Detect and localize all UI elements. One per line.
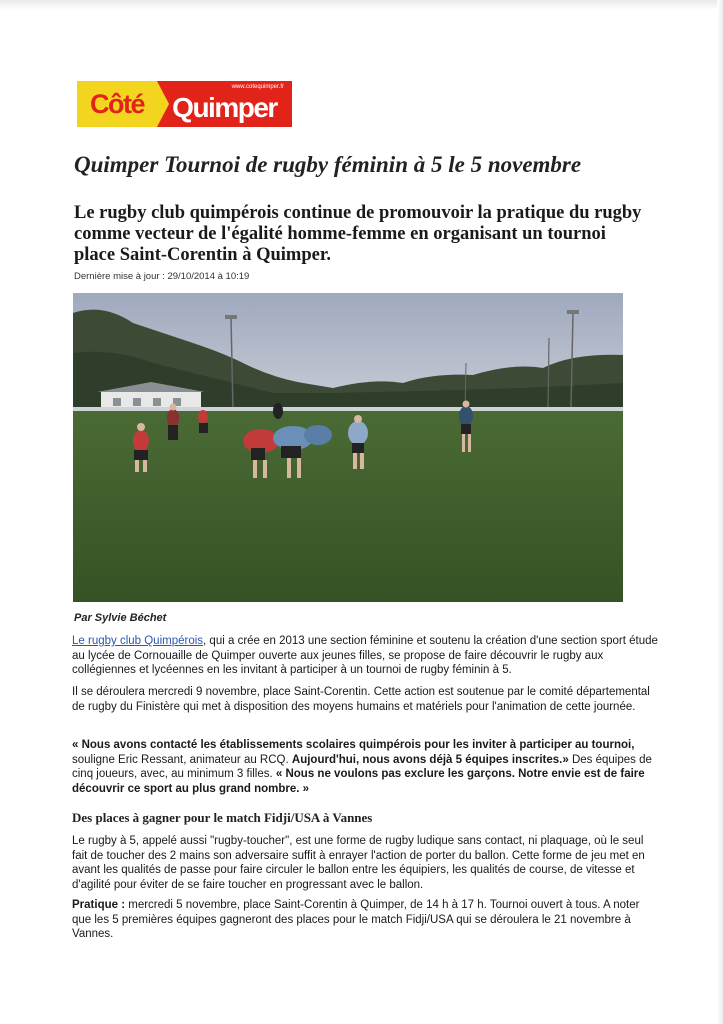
paragraph-quote [72,738,658,796]
article-lead: Le rugby club quimpérois continue de promouvoir la pratique du rugby comme vecteur de l'égalité homme-femme en organisant un tournoi place Saint-Corentin à Quimper. [74,203,642,265]
practical-label: Pratique : [72,899,126,911]
last-updated: Dernière mise à jour : 29/10/2014 à 10:19 [74,271,250,282]
paragraph-intro-text: , qui a crée en 2013 une section féminine et soutenu la création d'une section sport étude au lycée de Cornouaille de Quimper ouverte aux jeunes filles, se propose de faire découvrir le rugby aux collégiennes et lycéennes en les invitant à participer à un tournoi de rugby féminin à 5. [72,635,658,676]
quote-part-3: « Nous ne voulons pas exclure les garçons. Notre envie est de faire découvrir ce sport au plus grand nombre. » [72,768,645,795]
quote-part-1: « Nous avons contacté les établissements scolaires quimpérois pour les inviter à participer au tournoi, [72,739,635,751]
quote-teams: Des équipes de cinq joueurs, avec, au minimum 3 filles. [72,753,652,780]
quote-part-2: Aujourd'hui, nous avons déjà 5 équipes inscrites.» [291,753,569,766]
practical-text: mercredi 5 novembre, place Saint-Corentin à Quimper, de 14 h à 17 h. Tournoi ouvert à tous. A noter que les 5 premières équipes gagneront des places pour le match Fidji/USA qui se déroulera le 21 novembre à Vannes. [72,899,640,940]
paragraph-event: Il se déroulera mercredi 9 novembre, place Saint-Corentin. Cette action est soutenue par le comité départemental de rugby du Finistère qui met à disposition des moyens humains et matériels pour l'animation de cette journée. [72,686,650,713]
byline: Par Sylvie Béchet [74,612,167,624]
logo-quimper: Quimper [172,92,277,123]
logo-arrow [157,81,169,127]
rugby-match-photo [73,293,623,602]
section-subheading: Des places à gagner pour le match Fidji/USA à Vannes [72,810,373,825]
scan-edge [0,0,723,10]
paragraph-practical [72,898,658,942]
paragraph-intro [72,634,658,678]
logo-quimper-block [157,81,292,127]
scan-edge-right [717,0,723,1024]
logo-cote: Côté [77,81,157,127]
logo-url: www.cotequimper.fr [231,84,284,90]
rugby-club-link[interactable]: Le rugby club Quimpérois [72,635,204,647]
cote-quimper-logo [77,81,292,127]
paragraph-rugby-toucher: Le rugby à 5, appelé aussi "rugby-toucher", est une forme de rugby ludique sans contact, ni plaquage, où le seul fait de toucher des 2 mains son adversaire suffit à enrayer l'action de porter du ballon. Cette forme de jeu met en avant les qualités de passe pour faire circuler le ballon entre les équipiers, les qualités de course, de vitesse et d'agilité pour éviter de se faire toucher en progressant avec le ballon. [72,835,645,891]
quote-attribution: souligne Eric Ressant, animateur au RCQ. [72,753,292,766]
article-title: Quimper Tournoi de rugby féminin à 5 le 5 novembre [74,152,582,177]
